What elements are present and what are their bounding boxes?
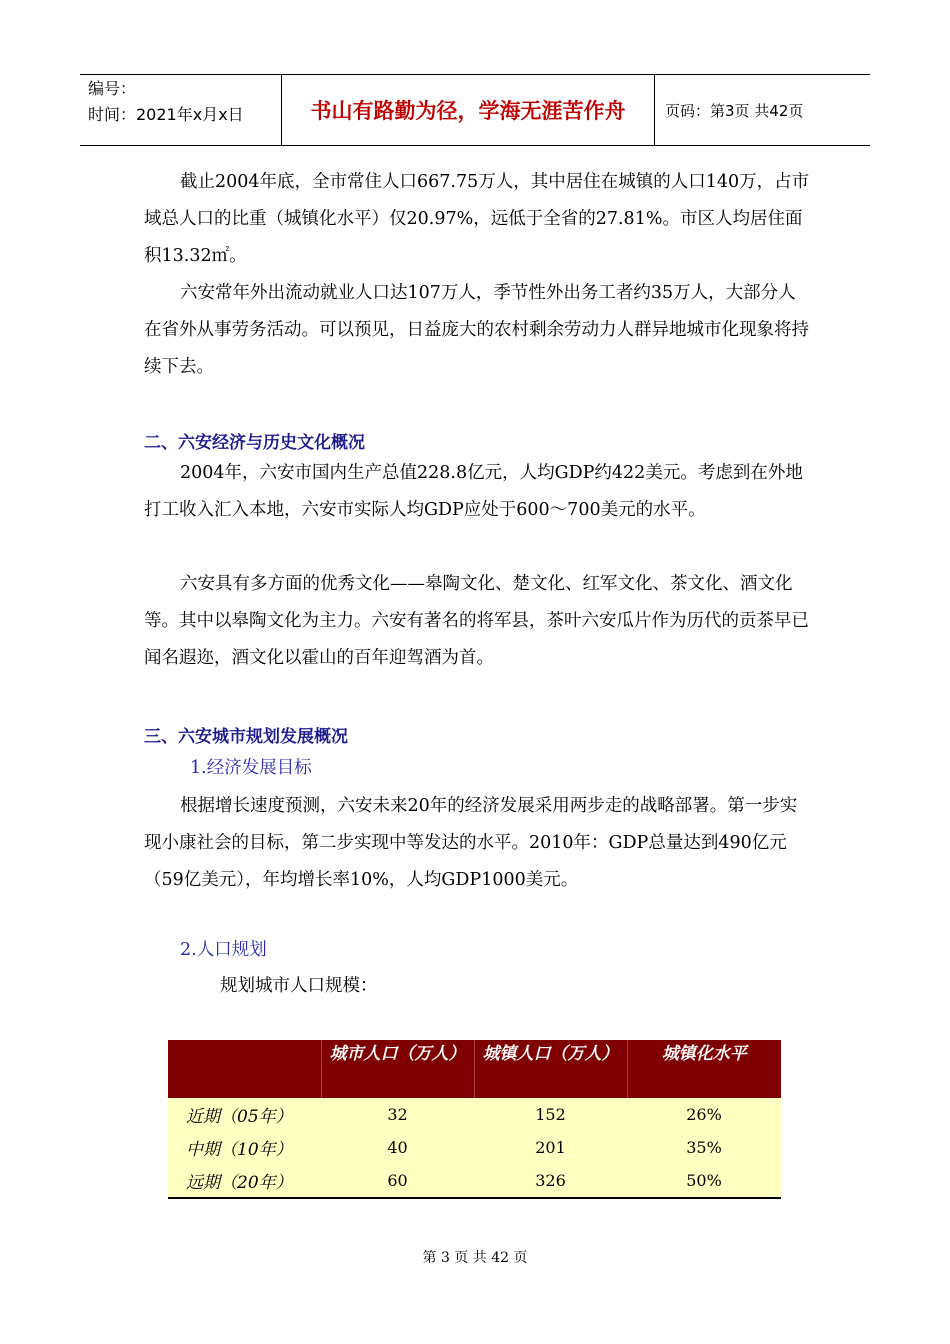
table-cell: 中期（10年） — [168, 1131, 321, 1164]
document-time: 时间：2021年x月x日 — [88, 105, 244, 124]
paragraph-culture: 六安具有多方面的优秀文化——皋陶文化、楚文化、红军文化、茶文化、酒文化等。其中以皋陶文化为主力。六安有著名的将军县，茶叶六安瓜片作为历代的贡茶早已闻名遐迩，酒文化以霍山的百年迎驾酒为首。 — [144, 574, 809, 668]
page-header — [80, 74, 870, 146]
table-header-cell: 城镇化水平 — [627, 1040, 781, 1098]
table-caption: 规划城市人口规模： — [220, 976, 378, 996]
section-heading-urban-planning: 三、六安城市规划发展概况 — [144, 727, 348, 747]
table-row — [168, 1131, 781, 1164]
page-footer: 第 3 页 共 42 页 — [422, 1250, 528, 1266]
table-header-cell — [168, 1040, 321, 1098]
population-table — [168, 1040, 781, 1199]
table-header-cell: 城镇人口（万人） — [474, 1040, 627, 1098]
paragraph-economic-forecast: 根据增长速度预测，六安未来20年的经济发展采用两步走的战略部署。第一步实现小康社会的目标，第二步实现中等发达的水平。2010年：GDP总量达到490亿元（59亿美元），年均增长率10%，人均GDP1000美元。 — [144, 796, 798, 890]
table-row — [168, 1098, 781, 1131]
subheading-population-plan: 2.人口规划 — [180, 940, 267, 960]
table-cell: 远期（20年） — [168, 1164, 321, 1198]
paragraph-population: 截止2004年底，全市常住人口667.75万人，其中居住在城镇的人口140万，占市域总人口的比重（城镇化水平）仅20.97%，远低于全省的27.81%。市区人均居住面积13.32㎡。 — [144, 172, 810, 266]
header-meta — [80, 75, 282, 145]
table-cell: 35% — [627, 1131, 781, 1164]
table-cell: 152 — [474, 1098, 627, 1131]
table-row — [168, 1164, 781, 1198]
subheading-economic-goals: 1.经济发展目标 — [190, 758, 312, 778]
table-cell: 326 — [474, 1164, 627, 1198]
header-page-info: 页码：第3页 共42页 — [665, 101, 804, 120]
table-cell: 60 — [321, 1164, 474, 1198]
table-cell: 近期（05年） — [168, 1098, 321, 1131]
table-cell: 40 — [321, 1131, 474, 1164]
paragraph-migration: 六安常年外出流动就业人口达107万人，季节性外出务工者约35万人，大部分人在省外从事劳务活动。可以预见，日益庞大的农村剩余劳动力人群异地城市化现象将持续下去。 — [144, 283, 809, 377]
table-cell: 32 — [321, 1098, 474, 1131]
table-header-row — [168, 1040, 781, 1098]
header-motto: 书山有路勤为径，学海无涯苦作舟 — [282, 75, 655, 145]
table-cell: 26% — [627, 1098, 781, 1131]
table-header-cell: 城市人口（万人） — [321, 1040, 474, 1098]
table-cell: 50% — [627, 1164, 781, 1198]
document-number-label: 编号： — [88, 79, 137, 98]
paragraph-gdp: 2004年，六安市国内生产总值228.8亿元，人均GDP约422美元。考虑到在外地打工收入汇入本地，六安市实际人均GDP应处于600～700美元的水平。 — [144, 463, 803, 520]
table-cell: 201 — [474, 1131, 627, 1164]
section-heading-economy-culture: 二、六安经济与历史文化概况 — [144, 433, 365, 453]
